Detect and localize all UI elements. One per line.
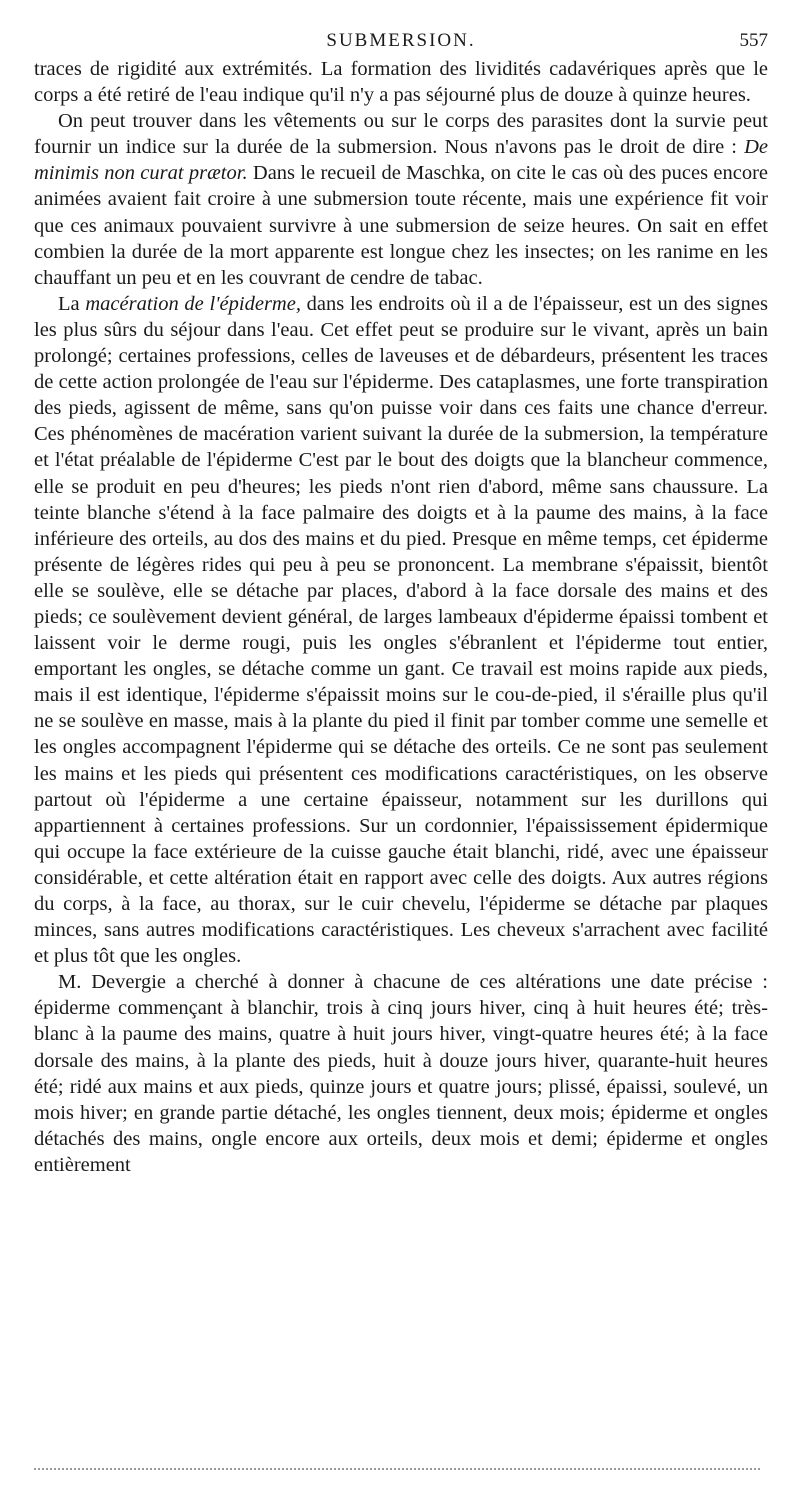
page-number: 557: [739, 30, 768, 51]
running-title: SUBMERSION.: [326, 30, 476, 51]
paragraph-2-after: Dans le recueil de Maschka, on cite le cas où des puces encore animées avaient fait croire à une submersion toute récente, mais une expérience fit voir que ces animaux pouvaient survivre à une submersion de seize heures. On sait en effet combien la durée de la mort apparente est longue chez les insectes; on les ranime en les chauffant un peu et en les couvrant de cendre de tabac.: [34, 162, 769, 289]
paragraph-3: [34, 291, 768, 969]
book-page: [34, 30, 768, 1178]
paragraph-4: [34, 969, 768, 1178]
latin-maxim: De minimis non curat prætor.: [34, 136, 768, 185]
paragraph-1: [34, 56, 768, 108]
paragraph-3-after: dans les endroits où il a de l'épaisseur, est un des signes les plus sûrs du séjour dans l'eau. Cet effet peut se produire sur le vivant, après un bain prolongé; certaines professions, celles de laveuses et de débardeurs, présentent les traces de cette action prolongée de l'eau sur l'épiderme. Des cataplasmes, une forte transpiration des pieds, agissent de même, sans qu'on puisse voir dans ces faits une chance d'erreur. Ces phénomènes de macération varient suivant la durée de la submersion, la température et l'état préalable de l'épiderme C'est par le bout des doigts que la blancheur commence, elle se produit en peu d'heures; les pieds n'ont rien d'abord, même sans chaussure. La teinte blanche s'étend à la face palmaire des doigts et à la paume des mains, à la face inférieure des orteils, au dos des mains et du pied. Presque en même temps, cet épiderme présente de légères rides qui peu à peu se prononcent. La membrane s'épaissit, bientôt elle se soulève, elle se détache par places, d'abord à la face dorsale des mains et des pieds; ce soulèvement devient général, de larges lambeaux d'épiderme épaissi tombent et laissent voir le derme rougi, puis les ongles s'ébranlent et l'épiderme tout entier, emportant les ongles, se détache comme un gant. Ce travail est moins rapide aux pieds, mais il est identique, l'épiderme s'épaissit moins sur le cou-de-pied, il s'éraille plus qu'il ne se soulève en masse, mais à la plante du pied il finit par tomber comme une semelle et les ongles accompagnent l'épiderme qui se détache des orteils. Ce ne sont pas seulement les mains et les pieds qui présentent ces modifications caractéristiques, on les observe partout où l'épiderme a une certaine épaisseur, notamment sur les durillons qui appartiennent à certaines professions. Sur un cordonnier, l'épaississement épidermique qui occupe la face extérieure de la cuisse gauche était blanchi, ridé, avec une épaisseur considérable, et cette altération était en rapport avec celle des doigts. Aux autres régions du corps, à la face, au thorax, sur le cuir chevelu, l'épiderme se détache par plaques minces, sans autres modifications caractéristiques. Les cheveux s'arrachent avec facilité et plus tôt que les ongles.: [34, 292, 769, 968]
paragraph-3-before: La: [58, 292, 86, 315]
paragraph-2-before: On peut trouver dans les vêtements ou sur le corps des parasites dont la survie peut fournir un indice sur la durée de la submersion. Nous n'avons pas le droit de dire :: [34, 110, 768, 159]
maceration-term: macération de l'épiderme,: [85, 292, 301, 315]
running-head: [34, 30, 768, 56]
body-text: [34, 56, 768, 1178]
paragraph-4-before: M. Devergie a cherché à donner à chacune de ces altérations une date précise : épiderme commençant à blanchir, trois à cinq jours hiver, cinq à huit heures été; très-blanc à la paume des mains, quatre à huit jours hiver, vingt-quatre heures été; à la face dorsale des mains, à la plante des pieds, huit à douze jours hiver, quarante-huit heures été; ridé aux mains et aux pieds, quinze jours et quatre jours; plissé, épaissi, soulevé, un mois hiver; en grande partie détaché, les ongles tiennent, deux mois; épiderme et ongles détachés des mains, ongle encore aux orteils, deux mois et demi; épiderme et ongles entièrement: [34, 971, 768, 1176]
paragraph-1-text: traces de rigidité aux extrémités. La formation des lividités cadavériques après que le corps a été retiré de l'eau indique qu'il n'y a pas séjourné plus de douze à quinze heures.: [34, 58, 768, 107]
paragraph-2: [34, 108, 768, 291]
footer-dotted-rule: [34, 1468, 760, 1470]
